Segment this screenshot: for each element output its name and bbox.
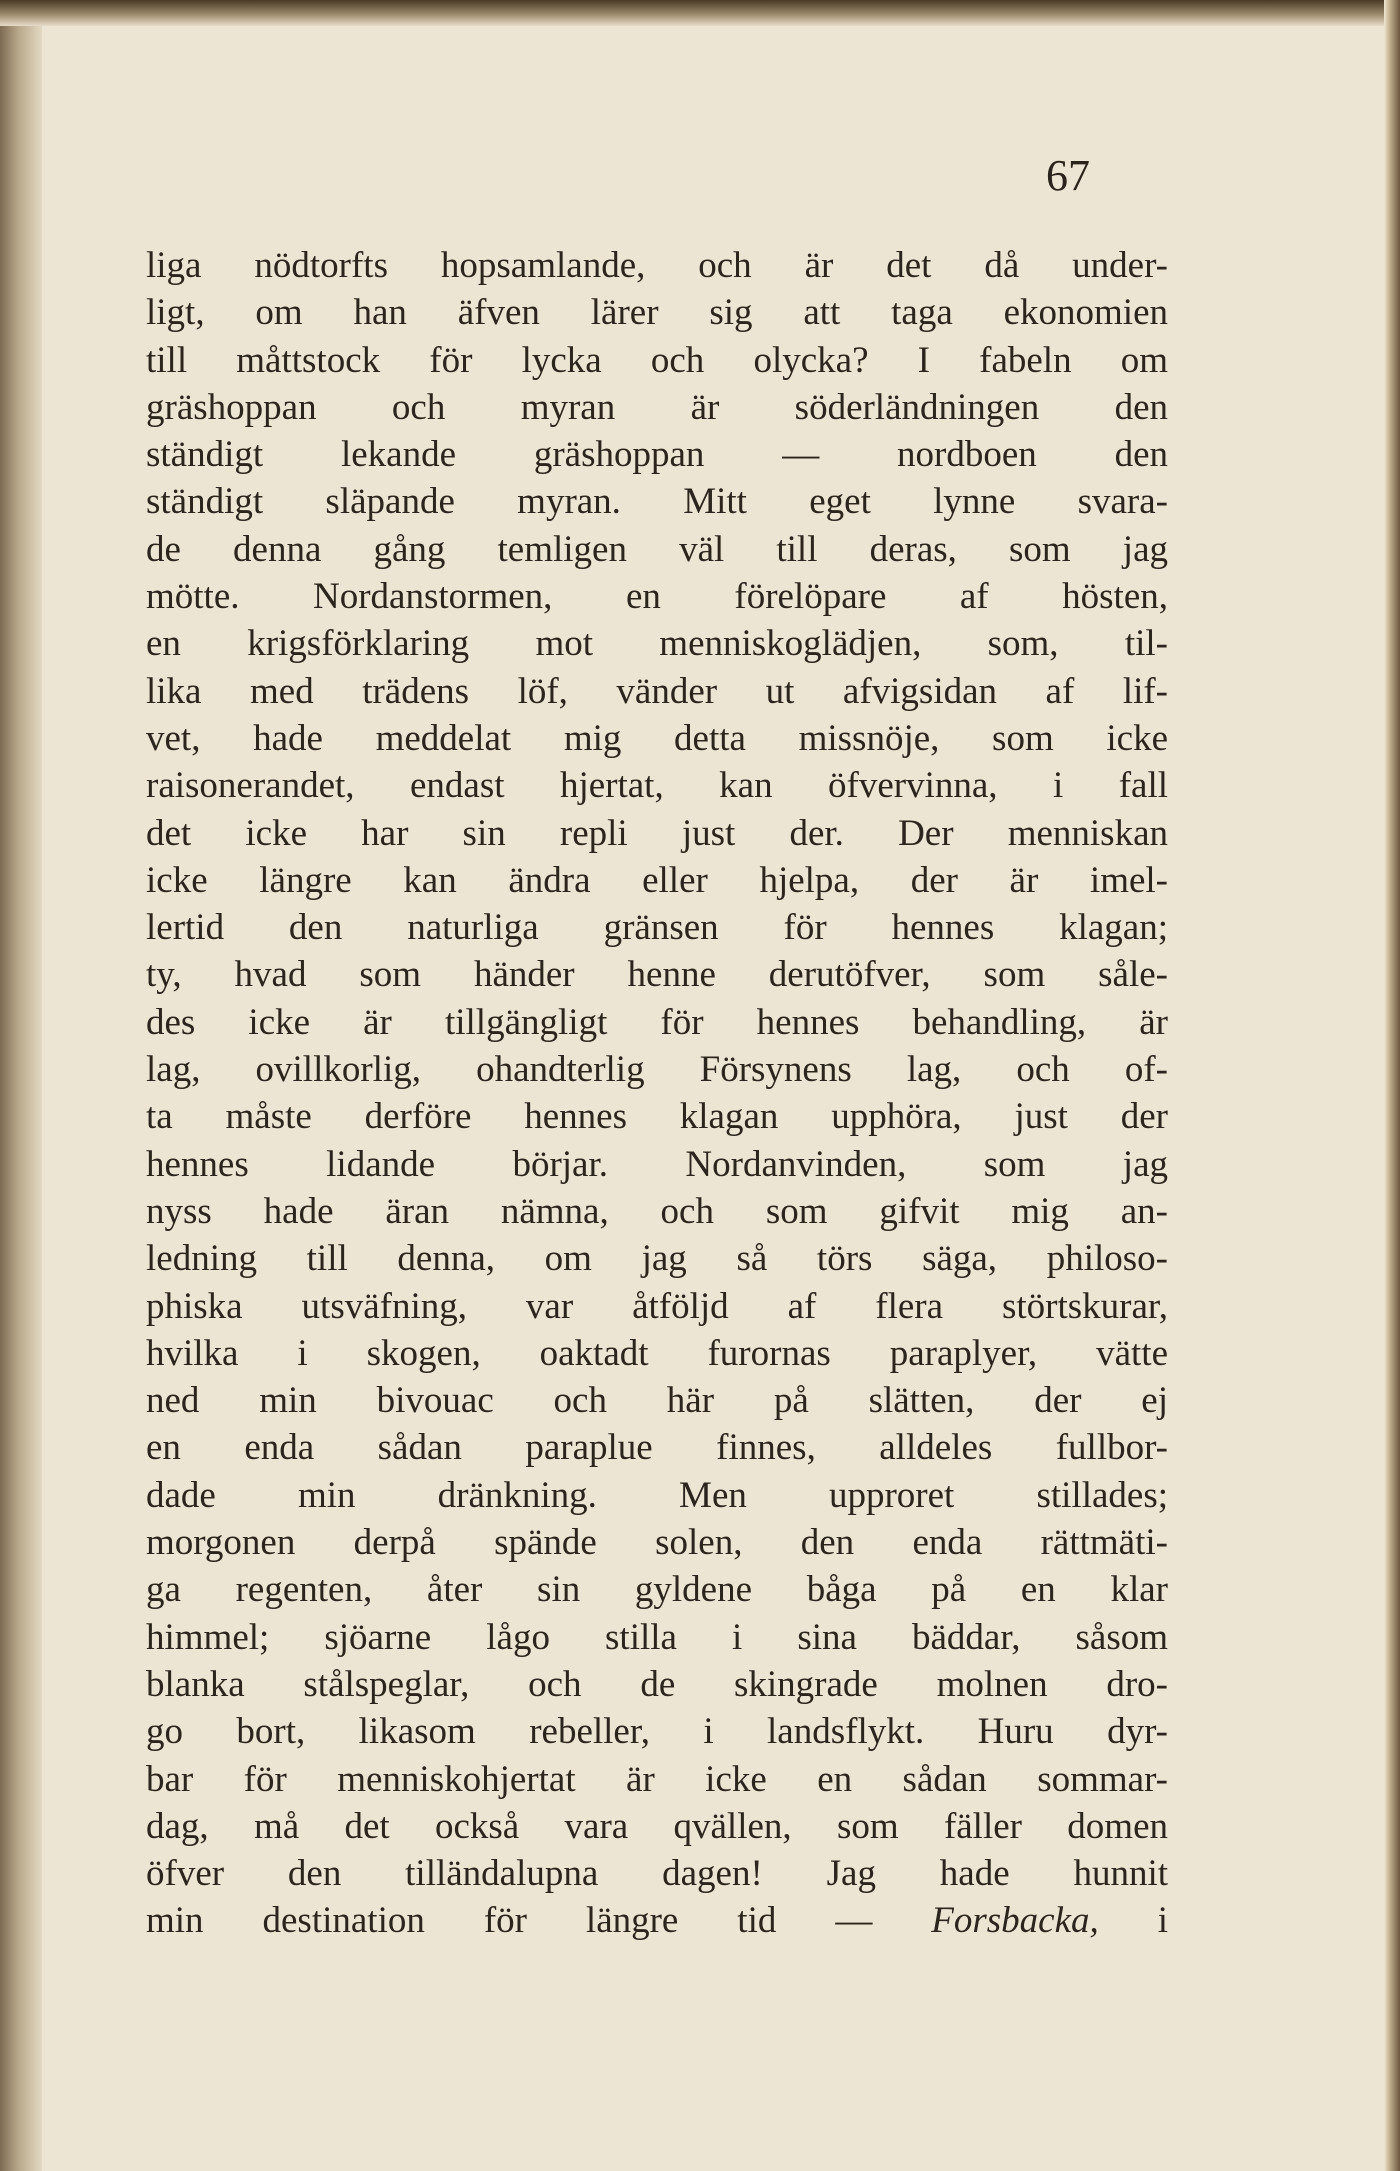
binding-shadow bbox=[0, 0, 42, 2171]
text-line: till måttstock för lycka och olycka? I fabeln om bbox=[146, 339, 1168, 381]
text-line: ständigt släpande myran. Mitt eget lynne svara- bbox=[146, 481, 1168, 523]
text-line: ga regenten, åter sin gyldene båga på en klar bbox=[146, 1569, 1168, 1611]
text-line: gräshoppan och myran är söderländningen den bbox=[146, 386, 1168, 428]
text-line: lag, ovillkorlig, ohandterlig Försynens lag, och of- bbox=[146, 1049, 1168, 1091]
text-line: mötte. Nordanstormen, en förelöpare af hösten, bbox=[146, 576, 1168, 618]
text-line: öfver den tilländalupna dagen! Jag hade hunnit bbox=[146, 1853, 1168, 1895]
text-line: dade min dränkning. Men upproret stillades; bbox=[146, 1474, 1168, 1516]
text-line: en enda sådan paraplue finnes, alldeles fullbor- bbox=[146, 1427, 1168, 1469]
text-line: ligt, om han äfven lärer sig att taga ekonomien bbox=[146, 292, 1168, 334]
text-line: des icke är tillgängligt för hennes behandling, är bbox=[146, 1001, 1168, 1043]
text-line: nyss hade äran nämna, och som gifvit mig an- bbox=[146, 1190, 1168, 1232]
text-line: min destination för längre tid — Forsbacka, i bbox=[146, 1900, 1168, 1942]
page-right-edge bbox=[1384, 0, 1400, 2171]
text-line: liga nödtorfts hopsamlande, och är det då under- bbox=[146, 245, 1168, 286]
text-line: lertid den naturliga gränsen för hennes klagan; bbox=[146, 907, 1168, 949]
text-line: dag, må det också vara qvällen, som fäller domen bbox=[146, 1805, 1168, 1847]
text-line: go bort, likasom rebeller, i landsflykt. Huru dyr- bbox=[146, 1711, 1168, 1753]
text-line: vet, hade meddelat mig detta missnöje, som icke bbox=[146, 717, 1168, 759]
body-text bbox=[146, 242, 1168, 1945]
text-line: hennes lidande börjar. Nordanvinden, som jag bbox=[146, 1143, 1168, 1185]
text-line: ned min bivouac och här på slätten, der ej bbox=[146, 1380, 1168, 1422]
text-line: hvilka i skogen, oaktadt furornas paraplyer, vätte bbox=[146, 1332, 1168, 1374]
text-line: morgonen derpå spände solen, den enda rättmäti- bbox=[146, 1522, 1168, 1564]
page-number: 67 bbox=[1046, 151, 1090, 200]
page-top-edge bbox=[0, 0, 1400, 26]
italic-place-name: Forsbacka, bbox=[931, 1900, 1099, 1942]
text-line: en krigsförklaring mot menniskoglädjen, som, til- bbox=[146, 623, 1168, 665]
text-line: det icke har sin repli just der. Der menniskan bbox=[146, 812, 1168, 854]
text-line: bar för menniskohjertat är icke en sådan sommar- bbox=[146, 1758, 1168, 1800]
text-line: raisonerandet, endast hjertat, kan öfvervinna, i fall bbox=[146, 765, 1168, 807]
text-line: icke längre kan ändra eller hjelpa, der är imel- bbox=[146, 859, 1168, 901]
text-line: ledning till denna, om jag så törs säga, philoso- bbox=[146, 1238, 1168, 1280]
text-line: himmel; sjöarne lågo stilla i sina bäddar, såsom bbox=[146, 1616, 1168, 1658]
text-line: ta måste derföre hennes klagan upphöra, just der bbox=[146, 1096, 1168, 1138]
text-line: phiska utsväfning, var åtföljd af flera störtskurar, bbox=[146, 1285, 1168, 1327]
text-line: ständigt lekande gräshoppan — nordboen den bbox=[146, 434, 1168, 476]
text-line: ty, hvad som händer henne derutöfver, som såle- bbox=[146, 954, 1168, 996]
text-line: blanka stålspeglar, och de skingrade molnen dro- bbox=[146, 1663, 1168, 1705]
text-line: de denna gång temligen väl till deras, som jag bbox=[146, 528, 1168, 570]
text-line: lika med trädens löf, vänder ut afvigsidan af lif- bbox=[146, 670, 1168, 712]
